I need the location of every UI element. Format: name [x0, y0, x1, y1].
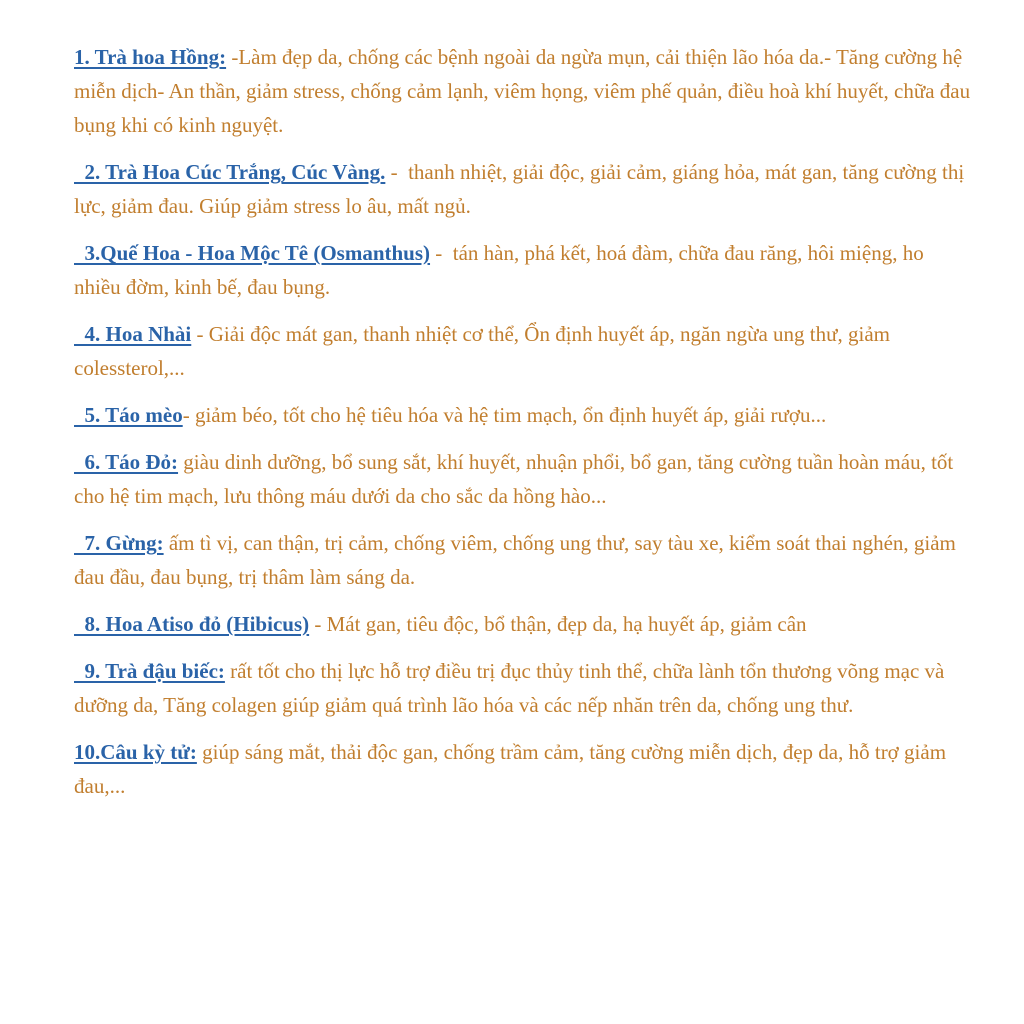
item-title: 7. Gừng:	[74, 531, 164, 555]
item-description: giúp sáng mắt, thải độc gan, chống trầm cảm, tăng cường miễn dịch, đẹp da, hỗ trợ giảm đau,...	[74, 740, 947, 798]
list-item-gung	[74, 526, 974, 594]
item-description: Mát gan, tiêu độc, bổ thận, đẹp da, hạ huyết áp, giảm cân	[326, 612, 807, 636]
item-description: rất tốt cho thị lực hỗ trợ điều trị đục thủy tinh thể, chữa lành tổn thương võng mạc và dưỡng da, Tăng colagen giúp giảm quá trình lão hóa và các nếp nhăn trên da, chống ung thư.	[74, 659, 945, 717]
list-item-que-hoa	[74, 236, 974, 304]
item-description: giảm béo, tốt cho hệ tiêu hóa và hệ tim mạch, ổn định huyết áp, giải rượu...	[194, 403, 827, 427]
list-item-hoa-atiso-do	[74, 607, 974, 641]
tea-benefits-document	[74, 40, 974, 816]
item-title: 10.Câu kỳ tử:	[74, 740, 197, 764]
list-item-tra-hoa-cuc	[74, 155, 974, 223]
item-separator: -	[226, 45, 239, 69]
list-item-tao-do	[74, 445, 974, 513]
list-item-cau-ky-tu	[74, 735, 974, 803]
item-title: 3.Quế Hoa - Hoa Mộc Tê (Osmanthus)	[74, 241, 431, 265]
item-description: giàu dinh dưỡng, bổ sung sắt, khí huyết, nhuận phổi, bổ gan, tăng cường tuần hoàn máu, tốt cho hệ tim mạch, lưu thông máu dưới da cho sắc da hồng hào...	[74, 450, 954, 508]
list-item-tra-dau-biec	[74, 654, 974, 722]
item-description: thanh nhiệt, giải độc, giải cảm, giáng hỏa, mát gan, tăng cường thị lực, giảm đau. Giúp giảm stress lo âu, mất ngủ.	[74, 160, 965, 218]
item-title: 8. Hoa Atiso đỏ (Hibicus)	[74, 612, 310, 636]
item-title: 6. Táo Đỏ:	[74, 450, 179, 474]
item-description: tán hàn, phá kết, hoá đàm, chữa đau răng, hôi miệng, ho nhiều đờm, kinh bế, đau bụng.	[74, 241, 924, 299]
list-item-hoa-nhai	[74, 317, 974, 385]
item-title: 4. Hoa Nhài	[74, 322, 192, 346]
item-separator: -	[309, 612, 327, 636]
item-separator: -	[182, 403, 195, 427]
item-separator: -	[385, 160, 409, 184]
item-separator: -	[191, 322, 209, 346]
list-item-tao-meo	[74, 398, 974, 432]
item-title: 5. Táo mèo	[74, 403, 183, 427]
item-description: ấm tì vị, can thận, trị cảm, chống viêm, chống ung thư, say tàu xe, kiểm soát thai nghén, giảm đau đầu, đau bụng, trị thâm làm sáng da.	[74, 531, 956, 589]
item-description: Giải độc mát gan, thanh nhiệt cơ thể, Ổn định huyết áp, ngăn ngừa ung thư, giảm colessterol,...	[74, 322, 890, 380]
item-separator: -	[430, 241, 453, 265]
item-title: 1. Trà hoa Hồng:	[74, 45, 227, 69]
item-title: 9. Trà đậu biếc:	[74, 659, 225, 683]
list-item-tra-hoa-hong	[74, 40, 974, 142]
item-description: Làm đẹp da, chống các bệnh ngoài da ngừa mụn, cải thiện lão hóa da.- Tăng cường hệ miễn dịch- An thần, giảm stress, chống cảm lạnh, viêm họng, viêm phế quản, điều hoà khí huyết, chữa đau bụng khi có kinh nguyệt.	[74, 45, 971, 137]
item-title: 2. Trà Hoa Cúc Trắng, Cúc Vàng.	[74, 160, 386, 184]
